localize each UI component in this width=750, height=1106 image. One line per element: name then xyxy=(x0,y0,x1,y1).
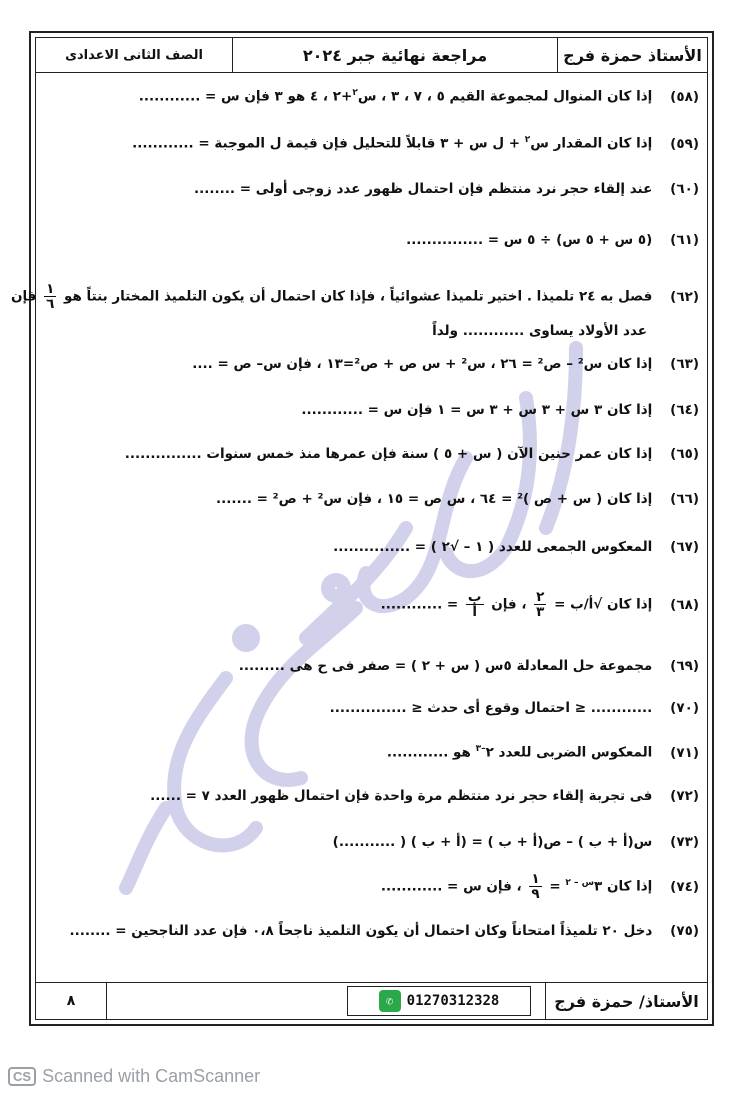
question-number: (٦١) xyxy=(670,232,699,248)
question-64 xyxy=(301,402,699,418)
question-text: إذا كان س² – ص² = ٢٦ ، س² + س ص + ص²=١٣ ، فإن س– ص = .... xyxy=(192,356,653,372)
question-text: هو ............ xyxy=(386,744,476,761)
fraction: $\frac{\text{ب}}{\text{أ}}$ xyxy=(467,589,482,621)
question-74 xyxy=(381,872,699,901)
question-text: = ............ xyxy=(380,596,459,613)
question-number: (٧٥) xyxy=(670,923,699,939)
whatsapp-icon: ✆ xyxy=(379,990,401,1012)
footer-blank-cell xyxy=(107,983,347,1019)
question-61 xyxy=(406,232,699,248)
question-number: (٦٧) xyxy=(670,539,699,555)
fraction: $\frac{١}{٦}$ xyxy=(46,281,55,313)
phone-box xyxy=(347,986,531,1016)
question-number: (٧٠) xyxy=(670,700,699,716)
question-number: (٦٦) xyxy=(670,491,699,507)
question-text: المعكوس الضربى للعدد ٢ xyxy=(485,744,653,761)
question-69 xyxy=(239,658,699,674)
question-number: (٦٥) xyxy=(670,446,699,462)
header-grade: الصف الثانى الاعدادى xyxy=(65,47,203,63)
exponent: –٣ xyxy=(475,744,486,754)
question-text: مجموعة حل المعادلة ٥س ( س + ٢ ) = صفر فى ح هى ......... xyxy=(238,658,653,674)
question-text: = xyxy=(549,878,566,895)
question-number: (٧١) xyxy=(670,744,699,761)
question-text: (٥ س + ٥ س) ÷ ٥ س = ............... xyxy=(406,232,653,248)
question-text: إذا كان المنوال لمجموعة القيم ٥ ، ٧ ، ٣ ، س xyxy=(357,88,653,105)
question-number: (٥٨) xyxy=(670,88,699,105)
question-number: (٧٣) xyxy=(670,834,699,850)
question-text: ............ ≤ احتمال وقوع أى حدث ≤ ............... xyxy=(329,700,653,716)
exponent: س – ٢ xyxy=(565,878,595,889)
question-number: (٦٨) xyxy=(670,596,699,613)
question-text: إذا كان ٣ xyxy=(594,878,653,895)
footer-teacher: الأستاذ/ حمزة فرج xyxy=(545,983,707,1019)
question-58 xyxy=(139,88,699,105)
scanner-stamp xyxy=(8,1066,260,1087)
question-71 xyxy=(387,744,699,761)
question-text: إذا كان ( س + ص )² = ٦٤ ، س ص = ١٥ ، فإن س² + ص² = ....... xyxy=(216,491,653,507)
question-text: عدد الأولاد يساوى ............ ولداً xyxy=(432,323,647,339)
phone-number: 01270312328 xyxy=(406,993,500,1009)
question-62-line-2 xyxy=(432,323,647,339)
question-text: ، فإن س = ............ xyxy=(380,878,522,895)
question-number: (٦٤) xyxy=(670,402,699,418)
question-70 xyxy=(330,700,699,716)
question-68 xyxy=(381,590,699,619)
question-60 xyxy=(194,181,699,197)
question-text: إذا كان √أ/ب = xyxy=(554,596,653,613)
question-text: إذا كان عمر حنين الآن ( س + ٥ ) سنة فإن عمرها منذ خمس سنوات ............... xyxy=(124,446,653,462)
question-number: (٧٤) xyxy=(670,878,699,895)
question-65 xyxy=(125,446,699,462)
question-text: عند إلقاء حجر نرد منتظم فإن احتمال ظهور عدد زوجى أولى = ........ xyxy=(194,181,653,197)
footer-bar xyxy=(36,982,707,1019)
question-text: فصل به ٢٤ تلميذا . اختير تلميذا عشوائياً ، فإذا كان احتمال أن يكون التلميذ المختار بنتاً هو xyxy=(64,288,653,305)
question-text: فى تجربة إلقاء حجر نرد منتظم مرة واحدة فإن احتمال ظهور العدد ٧ = ...... xyxy=(150,788,653,804)
question-number: (٦٠) xyxy=(670,181,699,197)
question-text: فإن xyxy=(10,288,37,305)
question-number: (٦٢) xyxy=(670,288,699,305)
page-number: ٨ xyxy=(36,983,107,1019)
question-text: س(أ + ب ) – ص(أ + ب ) = (أ + ب ) ( ...........) xyxy=(332,834,653,850)
question-text: إذا كان ٣ س + ٣ س + ٣ س = ١ فإن س = ............ xyxy=(301,402,653,418)
header-title: مراجعة نهائية جبر ٢٠٢٤ xyxy=(232,38,557,72)
question-number: (٦٩) xyxy=(670,658,699,674)
header-teacher: الأستاذ حمزة فرج xyxy=(557,38,707,72)
question-number: (٧٢) xyxy=(670,788,699,804)
exponent: ٢ xyxy=(524,135,531,145)
question-62 xyxy=(11,282,699,311)
question-text: +٢ ، ٤ هو ٣ فإن س = ............ xyxy=(138,88,353,105)
fraction: $\frac{١}{٩}$ xyxy=(531,871,540,903)
fraction: $\frac{٢}{٣}$ xyxy=(536,589,545,621)
scanner-text: Scanned with CamScanner xyxy=(42,1066,261,1086)
worksheet-inner-frame xyxy=(10,37,708,1020)
question-number: (٥٩) xyxy=(670,135,699,152)
question-66 xyxy=(216,491,699,507)
question-75 xyxy=(70,923,699,939)
question-59 xyxy=(132,135,699,152)
exponent: ٢ xyxy=(352,88,358,98)
question-text: إذا كان المقدار س xyxy=(530,135,653,152)
question-63 xyxy=(192,356,699,372)
question-72 xyxy=(150,788,699,804)
question-text: ، فإن xyxy=(491,596,527,613)
question-text: + ل س + ٣ قابلاً للتحليل فإن قيمة ل الموجبة = ............ xyxy=(132,135,525,152)
question-text: دخل ٢٠ تلميذاً امتحاناً وكان احتمال أن يكون التلميذ ناجحاً ٠،٨ فإن عدد الناجحين = ........ xyxy=(69,923,653,939)
camscanner-logo-icon: CS xyxy=(8,1067,36,1086)
question-73 xyxy=(333,834,699,850)
worksheet-frame xyxy=(10,31,714,1026)
header-bar xyxy=(36,38,707,73)
question-text: المعكوس الجمعى للعدد ( ١ – √٢ ) = ............... xyxy=(333,539,653,555)
question-number: (٦٣) xyxy=(670,356,699,372)
question-67 xyxy=(333,539,699,555)
